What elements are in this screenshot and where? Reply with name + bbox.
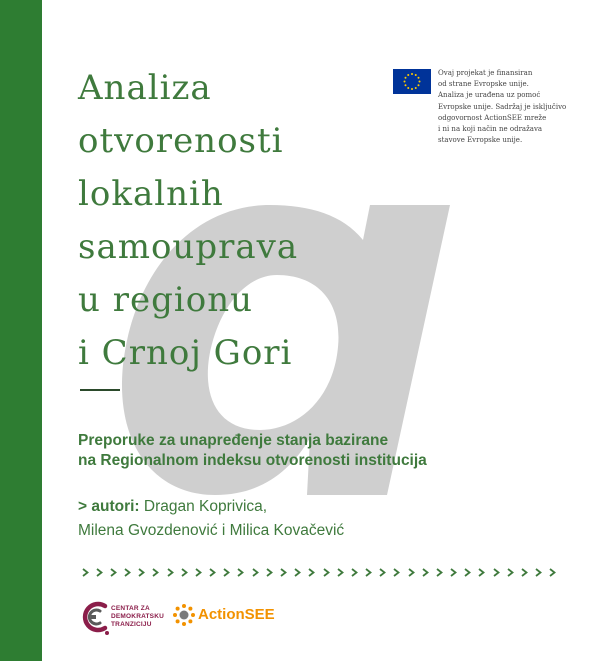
eu-star-icon [411,88,413,90]
eu-notice-line-2: od strane Evropske unije. [438,80,529,89]
authors-block [78,495,344,543]
cdt-logo-text [111,605,164,629]
eu-star-icon [407,87,409,89]
eu-star-icon [411,73,413,75]
chevron-right-icon [518,565,530,579]
eu-star-icon [405,84,407,86]
chevron-right-icon [249,565,261,579]
eu-star-icon [415,87,417,89]
chevron-right-icon [221,565,233,579]
title-line-5: u regionu [78,280,253,320]
chevron-right-icon [433,565,445,579]
chevron-right-icon [490,565,502,579]
cdt-line-3: TRANZICIJU [111,621,152,628]
chevron-right-icon [79,565,91,579]
eu-star-icon [405,77,407,79]
chevron-right-icon [391,565,403,579]
subtitle-line-2: na Regionalnom indeksu otvorenosti institucija [78,452,427,469]
eu-notice-line-4: Evropske unije. Sadržaj je isključivo [438,102,567,111]
chevron-right-icon [405,565,417,579]
eu-notice-line-1: Ovaj projekat je finansiran [438,69,533,77]
authors-line-1 [78,495,344,519]
actionsee-logo [172,603,302,627]
chevron-right-icon [306,565,318,579]
chevron-right-icon [362,565,374,579]
authors-label: > autori: [78,498,140,515]
green-side-bar [0,0,42,661]
chevron-right-icon [419,565,431,579]
chevron-right-icon [150,565,162,579]
chevron-right-icon [263,565,275,579]
eu-star-icon [418,77,420,79]
chevron-right-icon [533,565,545,579]
chevron-right-icon [93,565,105,579]
chevron-right-icon [462,565,474,579]
eu-star-icon [419,81,421,83]
chevron-right-icon [136,565,148,579]
chevron-right-icon [235,565,247,579]
eu-star-icon [415,74,417,76]
chevron-right-icon [504,565,516,579]
chevron-right-icon [476,565,488,579]
title-line-3: lokalnih [78,174,224,214]
eu-funding-notice [438,68,566,146]
chevron-right-icon [348,565,360,579]
chevron-right-icon [277,565,289,579]
eu-notice-line-3: Analiza je urađena uz pomoć [438,91,541,100]
eu-star-icon [407,74,409,76]
chevron-divider [79,565,559,579]
eu-star-icon [418,84,420,86]
eu-notice-line-7: stavove Evropske unije. [438,136,523,145]
title-line-1: Analiza [78,68,212,108]
authors-line-2: Milena Gvozdenović i Milica Kovačević [78,522,345,539]
chevron-right-icon [122,565,134,579]
eu-flag-icon [393,69,431,94]
cdt-logo-icon [79,597,111,637]
cdt-line-1: CENTAR ZA [111,605,150,612]
report-subtitle [78,431,427,471]
chevron-right-icon [292,565,304,579]
chevron-right-icon [107,565,119,579]
eu-star-icon [404,81,406,83]
chevron-right-icon [334,565,346,579]
cdt-logo [79,597,164,637]
title-divider [80,389,120,391]
chevron-right-icon [178,565,190,579]
eu-notice-line-6: i ni na koji način ne odražava [438,125,543,134]
actionsee-logo-icon [172,603,196,627]
chevron-right-icon [192,565,204,579]
author-name-1: Dragan Koprivica, [139,498,268,515]
eu-notice-line-5: odgovornost ActionSEE mreže [438,113,547,122]
chevron-right-icon [207,565,219,579]
chevron-right-icon [377,565,389,579]
actionsee-wordmark: ActionSEE [198,606,275,623]
title-line-4: samouprava [78,227,299,267]
subtitle-line-1: Preporuke za unapređenje stanja bazirane [78,432,389,449]
chevron-right-icon [547,565,559,579]
chevron-right-icon [447,565,459,579]
cdt-line-2: DEMOKRATSKU [111,613,164,620]
title-line-2: otvorenosti [78,121,284,161]
title-line-6: i Crnoj Gori [78,333,293,373]
report-title [78,62,298,380]
chevron-right-icon [164,565,176,579]
chevron-right-icon [320,565,332,579]
